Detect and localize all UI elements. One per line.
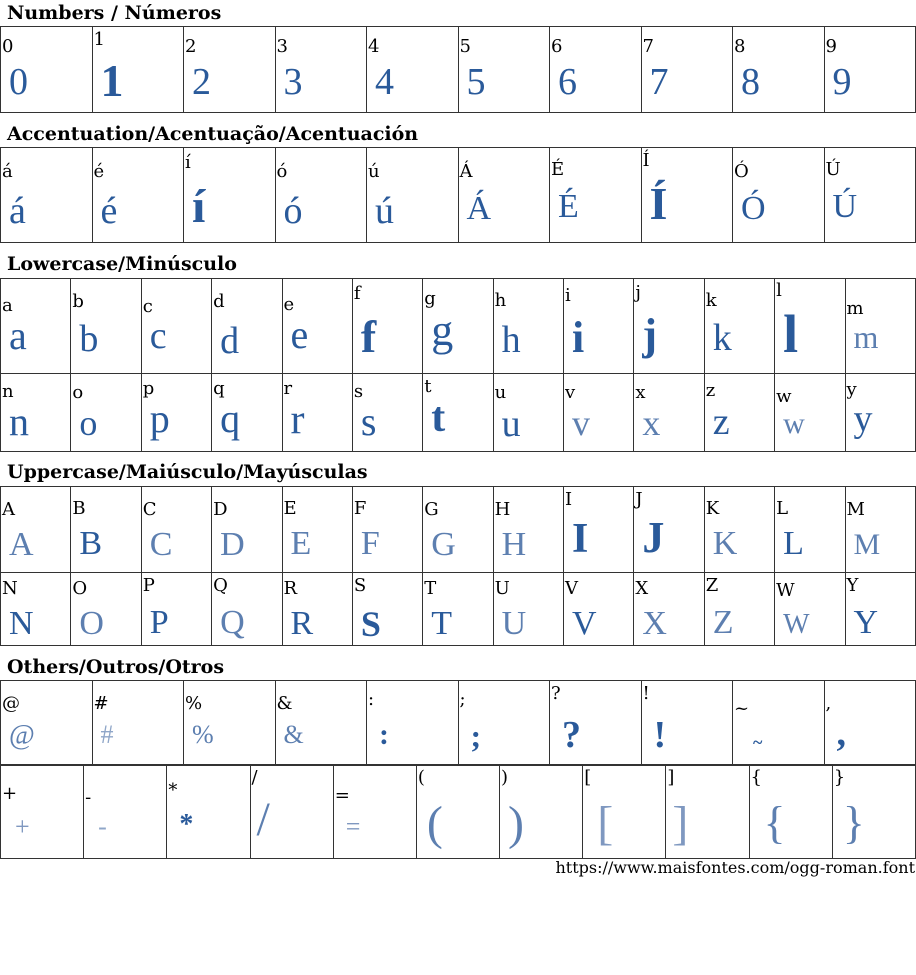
- glyph-cell: [352, 374, 422, 452]
- glyph-cell: [775, 374, 845, 452]
- glyph-label: f: [353, 283, 361, 304]
- glyph-sample: #: [100, 720, 114, 749]
- glyph-sample: é: [100, 190, 118, 232]
- glyph-cell: [184, 27, 276, 113]
- glyph-label: c: [142, 296, 153, 317]
- glyph-cell: [733, 148, 825, 243]
- uppercase-row-1: [1, 487, 916, 573]
- uppercase-table: [0, 486, 916, 646]
- glyph-label: :: [368, 689, 375, 710]
- glyph-cell: [1, 681, 93, 765]
- glyph-label: !: [642, 683, 650, 704]
- glyph-cell: [704, 487, 774, 573]
- glyph-label: z: [705, 380, 716, 401]
- glyph-label: (: [417, 767, 425, 788]
- glyph-cell: [564, 573, 634, 646]
- glyph-label: N: [2, 578, 18, 599]
- glyph-cell: [550, 681, 642, 765]
- source-url-link[interactable]: https://www.maisfontes.com/ogg-roman.font: [555, 858, 915, 877]
- glyph-label: r: [283, 378, 293, 399]
- glyph-label: 9: [825, 36, 837, 57]
- glyph-label: D: [213, 499, 228, 520]
- glyph-cell: [666, 766, 749, 859]
- glyph-cell: [749, 766, 832, 859]
- glyph-cell: [367, 681, 459, 765]
- others-row-2: [1, 766, 916, 859]
- glyph-label: n: [2, 381, 14, 402]
- glyph-label: a: [2, 295, 13, 316]
- glyph-sample: +: [15, 812, 30, 841]
- glyph-label: M: [846, 499, 865, 520]
- glyph-label: 4: [368, 36, 380, 57]
- glyph-cell: [282, 487, 352, 573]
- glyph-cell: [282, 279, 352, 374]
- glyph-cell: [634, 374, 704, 452]
- glyph-sample: ú: [375, 190, 394, 232]
- glyph-cell: [704, 279, 774, 374]
- glyph-sample: -: [98, 812, 107, 841]
- glyph-sample: 1: [100, 55, 124, 106]
- glyph-label: A: [2, 499, 15, 520]
- numbers-row: [1, 27, 916, 113]
- glyph-label: -: [85, 787, 92, 808]
- glyph-label: Q: [213, 575, 228, 596]
- lowercase-table: [0, 278, 916, 452]
- glyph-sample: X: [642, 605, 667, 642]
- glyph-label: q: [213, 378, 225, 399]
- glyph-label: 6: [551, 36, 563, 57]
- glyph-sample: í: [192, 180, 206, 233]
- glyph-sample: !: [653, 714, 667, 756]
- glyph-label: g: [424, 288, 436, 309]
- section-title-accents: Accentuation/Acentuação/Acentuación: [7, 123, 419, 145]
- glyph-label: e: [283, 294, 295, 315]
- glyph-sample: C: [149, 526, 173, 563]
- section-title-others: Others/Outros/Otros: [7, 656, 225, 678]
- glyph-cell: [333, 766, 416, 859]
- glyph-label: B: [72, 498, 86, 519]
- glyph-cell: [845, 279, 916, 374]
- glyph-sample: 2: [192, 61, 211, 103]
- glyph-label: Z: [705, 575, 719, 596]
- glyph-sample: v: [572, 403, 590, 443]
- glyph-sample: Q: [220, 604, 245, 641]
- glyph-sample: S: [360, 604, 381, 644]
- glyph-sample: W: [783, 609, 810, 640]
- glyph-cell: [824, 681, 916, 765]
- glyph-sample: r: [290, 397, 305, 443]
- glyph-cell: [634, 279, 704, 374]
- glyph-label: ~: [734, 698, 750, 719]
- glyph-sample: f: [360, 311, 377, 362]
- glyph-sample: N: [9, 605, 34, 642]
- glyph-sample: É: [558, 188, 579, 225]
- glyph-sample: 8: [741, 61, 760, 103]
- glyph-sample: =: [345, 812, 361, 841]
- glyph-label: U: [494, 578, 510, 599]
- glyph-sample: ~: [753, 732, 763, 752]
- glyph-label: ,: [825, 693, 832, 714]
- glyph-cell: [141, 279, 211, 374]
- glyph-label: ó: [276, 161, 288, 182]
- glyph-sample: M: [853, 528, 881, 561]
- glyph-cell: [167, 766, 250, 859]
- glyph-cell: [141, 374, 211, 452]
- glyph-cell: [824, 148, 916, 243]
- glyph-cell: [71, 573, 141, 646]
- glyph-cell: [733, 681, 825, 765]
- glyph-cell: [275, 148, 367, 243]
- glyph-sample: K: [712, 525, 738, 562]
- glyph-label: *: [168, 780, 178, 801]
- glyph-sample: t: [431, 395, 446, 441]
- glyph-label: d: [213, 291, 225, 312]
- glyph-label: ú: [368, 161, 380, 182]
- glyph-sample: y: [853, 398, 873, 440]
- accents-table: [0, 147, 916, 243]
- glyph-label: i: [565, 285, 571, 306]
- glyph-cell: [845, 573, 916, 646]
- glyph-label: m: [846, 298, 864, 319]
- glyph-sample: D: [220, 526, 245, 563]
- glyph-label: 3: [276, 36, 288, 57]
- glyph-cell: [92, 27, 184, 113]
- glyph-cell: [1, 148, 93, 243]
- glyph-sample: Z: [712, 604, 734, 641]
- glyph-cell: [775, 487, 845, 573]
- glyph-sample: :: [379, 718, 389, 751]
- glyph-cell: [352, 487, 422, 573]
- glyph-label: G: [424, 499, 439, 520]
- glyph-sample: Y: [853, 604, 879, 641]
- others-row-1: [1, 681, 916, 765]
- glyph-cell: [92, 148, 184, 243]
- glyph-cell: [423, 487, 493, 573]
- glyph-sample: 0: [9, 61, 28, 103]
- glyph-sample: ): [508, 797, 525, 850]
- glyph-sample: %: [192, 720, 214, 749]
- glyph-label: ): [501, 767, 509, 788]
- glyph-label: í: [185, 152, 191, 173]
- section-title-uppercase: Uppercase/Maiúsculo/Mayúsculas: [7, 461, 368, 483]
- glyph-cell: [1, 279, 71, 374]
- glyph-sample: H: [501, 526, 527, 563]
- glyph-cell: [564, 487, 634, 573]
- glyph-cell: [1, 374, 71, 452]
- glyph-cell: [367, 148, 459, 243]
- glyph-label: 2: [185, 36, 197, 57]
- glyph-cell: [583, 766, 666, 859]
- glyph-sample: ?: [562, 714, 581, 756]
- glyph-cell: [71, 374, 141, 452]
- glyph-label: ;: [459, 689, 466, 710]
- glyph-label: @: [2, 693, 20, 714]
- glyph-cell: [458, 681, 550, 765]
- glyph-label: s: [353, 381, 364, 402]
- glyph-label: j: [635, 282, 641, 303]
- glyph-sample: e: [290, 312, 309, 357]
- glyph-sample: I: [572, 516, 589, 562]
- glyph-label: o: [72, 382, 84, 403]
- glyph-label: X: [635, 578, 649, 599]
- glyph-label: I: [565, 489, 573, 510]
- glyph-sample: (: [426, 797, 443, 850]
- glyph-sample: q: [220, 396, 241, 441]
- glyph-label: l: [776, 280, 782, 301]
- glyph-sample: ;: [470, 718, 482, 754]
- glyph-cell: [352, 573, 422, 646]
- glyph-cell: [704, 573, 774, 646]
- glyph-sample: &: [283, 720, 304, 749]
- glyph-label: E: [283, 498, 297, 519]
- glyph-cell: [367, 27, 459, 113]
- glyph-sample: O: [79, 605, 104, 642]
- glyph-label: w: [776, 386, 792, 407]
- glyph-sample: B: [79, 525, 103, 562]
- glyph-cell: [733, 27, 825, 113]
- glyph-cell: [275, 681, 367, 765]
- glyph-sample: 5: [466, 61, 486, 103]
- glyph-label: Á: [459, 161, 473, 182]
- glyph-sample: ,: [836, 712, 846, 754]
- glyph-cell: [1, 766, 84, 859]
- glyph-cell: [493, 279, 563, 374]
- glyph-cell: [212, 374, 282, 452]
- glyph-cell: [824, 27, 916, 113]
- glyph-cell: [832, 766, 915, 859]
- glyph-label: 8: [734, 36, 746, 57]
- glyph-cell: [775, 573, 845, 646]
- glyph-cell: [845, 487, 916, 573]
- glyph-label: /: [251, 767, 258, 788]
- glyph-cell: [634, 487, 704, 573]
- glyph-cell: [1, 573, 71, 646]
- glyph-sample: V: [572, 605, 597, 642]
- uppercase-row-2: [1, 573, 916, 646]
- glyph-cell: [92, 681, 184, 765]
- glyph-sample: ó: [283, 190, 303, 232]
- glyph-label: {: [750, 767, 762, 788]
- glyph-sample: i: [572, 313, 585, 362]
- glyph-label: &: [276, 693, 293, 714]
- glyph-cell: [458, 27, 550, 113]
- glyph-label: 1: [93, 29, 105, 50]
- glyph-cell: [564, 279, 634, 374]
- glyph-cell: [564, 374, 634, 452]
- glyph-sample: á: [9, 190, 26, 232]
- glyph-label: 5: [459, 36, 471, 57]
- glyph-label: P: [142, 575, 155, 596]
- glyph-sample: 3: [283, 61, 303, 103]
- glyph-sample: g: [431, 306, 454, 355]
- glyph-cell: [493, 487, 563, 573]
- glyph-cell: [282, 374, 352, 452]
- glyph-label: t: [424, 376, 432, 397]
- glyph-cell: [184, 681, 276, 765]
- glyph-label: p: [142, 378, 155, 399]
- glyph-cell: [641, 681, 733, 765]
- glyph-label: L: [776, 498, 789, 519]
- glyph-sample: x: [642, 403, 661, 443]
- glyph-sample: k: [712, 317, 732, 359]
- glyph-sample: A: [9, 526, 34, 563]
- lowercase-row-2: [1, 374, 916, 452]
- glyph-sample: *: [179, 809, 194, 840]
- glyph-cell: [641, 27, 733, 113]
- glyph-label: H: [494, 499, 511, 520]
- glyph-cell: [1, 487, 71, 573]
- glyph-sample: R: [290, 605, 314, 642]
- glyph-sample: j: [642, 310, 658, 359]
- glyph-sample: l: [783, 304, 799, 364]
- glyph-sample: P: [149, 604, 169, 641]
- glyph-sample: 6: [558, 61, 577, 103]
- glyph-sample: b: [79, 318, 99, 360]
- glyph-sample: }: [842, 797, 865, 848]
- glyph-label: W: [776, 580, 795, 601]
- glyph-label: ]: [667, 767, 675, 788]
- glyph-label: #: [93, 693, 109, 714]
- glyph-cell: [641, 148, 733, 243]
- glyph-sample: s: [360, 399, 377, 444]
- glyph-cell: [71, 279, 141, 374]
- glyph-sample: 7: [649, 61, 669, 103]
- glyph-label: v: [565, 382, 576, 403]
- glyph-sample: {: [763, 797, 786, 848]
- glyph-sample: T: [431, 605, 453, 642]
- glyph-label: á: [2, 161, 13, 182]
- glyph-cell: [493, 573, 563, 646]
- glyph-cell: [423, 279, 493, 374]
- glyph-sample: m: [853, 319, 879, 355]
- numbers-table: [0, 26, 916, 113]
- glyph-cell: [775, 279, 845, 374]
- glyph-label: 0: [2, 36, 14, 57]
- glyph-sample: Í: [649, 178, 668, 229]
- section-title-numbers: Numbers / Números: [7, 2, 222, 24]
- glyph-label: O: [72, 578, 88, 599]
- glyph-cell: [212, 573, 282, 646]
- glyph-cell: [282, 573, 352, 646]
- glyph-label: k: [705, 290, 717, 311]
- glyph-label: h: [494, 290, 507, 311]
- glyph-sample: /: [256, 793, 270, 846]
- glyph-cell: [416, 766, 499, 859]
- glyph-sample: F: [360, 525, 380, 562]
- glyph-label: J: [635, 489, 643, 510]
- glyph-label: É: [551, 159, 565, 180]
- glyph-sample: w: [783, 407, 805, 440]
- glyph-sample: c: [149, 315, 167, 357]
- glyph-cell: [141, 487, 211, 573]
- glyph-cell: [845, 374, 916, 452]
- glyph-label: 7: [642, 36, 654, 57]
- accents-row: [1, 148, 916, 243]
- glyph-cell: [550, 27, 642, 113]
- glyph-label: }: [833, 767, 846, 788]
- glyph-sample: Ú: [832, 188, 858, 225]
- glyph-label: y: [846, 379, 857, 400]
- glyph-label: F: [353, 498, 367, 519]
- lowercase-row-1: [1, 279, 916, 374]
- glyph-cell: [704, 374, 774, 452]
- section-title-lowercase: Lowercase/Minúsculo: [7, 253, 237, 275]
- glyph-label: S: [353, 575, 367, 596]
- glyph-cell: [423, 374, 493, 452]
- glyph-label: R: [283, 578, 298, 599]
- glyph-sample: [: [597, 797, 614, 850]
- glyph-cell: [500, 766, 583, 859]
- glyph-label: %: [185, 693, 203, 714]
- glyph-label: V: [565, 578, 578, 599]
- glyph-cell: [1, 27, 93, 113]
- glyph-sample: p: [149, 396, 170, 441]
- glyph-sample: L: [783, 525, 804, 562]
- glyph-label: =: [334, 785, 350, 806]
- glyph-cell: [634, 573, 704, 646]
- glyph-cell: [250, 766, 333, 859]
- glyph-sample: E: [290, 525, 312, 562]
- glyph-label: u: [494, 382, 507, 403]
- glyph-label: Ó: [734, 161, 749, 182]
- glyph-cell: [184, 148, 276, 243]
- glyph-sample: @: [9, 720, 35, 751]
- glyph-sample: 9: [832, 61, 852, 103]
- glyph-label: b: [72, 291, 84, 312]
- glyph-cell: [275, 27, 367, 113]
- glyph-sample: z: [712, 401, 730, 443]
- glyph-sample: n: [9, 399, 29, 444]
- glyph-sample: G: [431, 526, 456, 563]
- glyph-sample: a: [9, 313, 27, 358]
- glyph-cell: [212, 279, 282, 374]
- glyph-label: C: [142, 499, 157, 520]
- glyph-label: ?: [551, 683, 561, 704]
- glyph-sample: h: [501, 319, 521, 361]
- glyph-sample: ]: [672, 797, 689, 850]
- glyph-label: Ú: [825, 159, 841, 180]
- glyph-sample: o: [79, 403, 98, 443]
- glyph-cell: [423, 573, 493, 646]
- glyph-sample: d: [220, 320, 240, 362]
- others-table-2: [0, 765, 916, 859]
- glyph-cell: [212, 487, 282, 573]
- glyph-sample: Á: [466, 190, 492, 227]
- glyph-sample: J: [642, 513, 665, 562]
- glyph-label: K: [705, 498, 720, 519]
- glyph-cell: [352, 279, 422, 374]
- glyph-sample: 4: [375, 61, 394, 103]
- glyph-cell: [71, 487, 141, 573]
- glyph-label: é: [93, 161, 105, 182]
- others-table-1: [0, 680, 916, 765]
- glyph-sample: Ó: [741, 190, 766, 227]
- glyph-cell: [84, 766, 167, 859]
- glyph-label: [: [584, 767, 592, 788]
- glyph-cell: [550, 148, 642, 243]
- glyph-label: Y: [846, 575, 859, 596]
- glyph-label: T: [424, 578, 437, 599]
- glyph-cell: [458, 148, 550, 243]
- glyph-cell: [141, 573, 211, 646]
- glyph-label: +: [2, 783, 18, 804]
- glyph-sample: u: [501, 403, 521, 445]
- glyph-label: x: [635, 382, 646, 403]
- glyph-cell: [493, 374, 563, 452]
- glyph-label: Í: [642, 150, 650, 171]
- glyph-sample: U: [501, 605, 527, 642]
